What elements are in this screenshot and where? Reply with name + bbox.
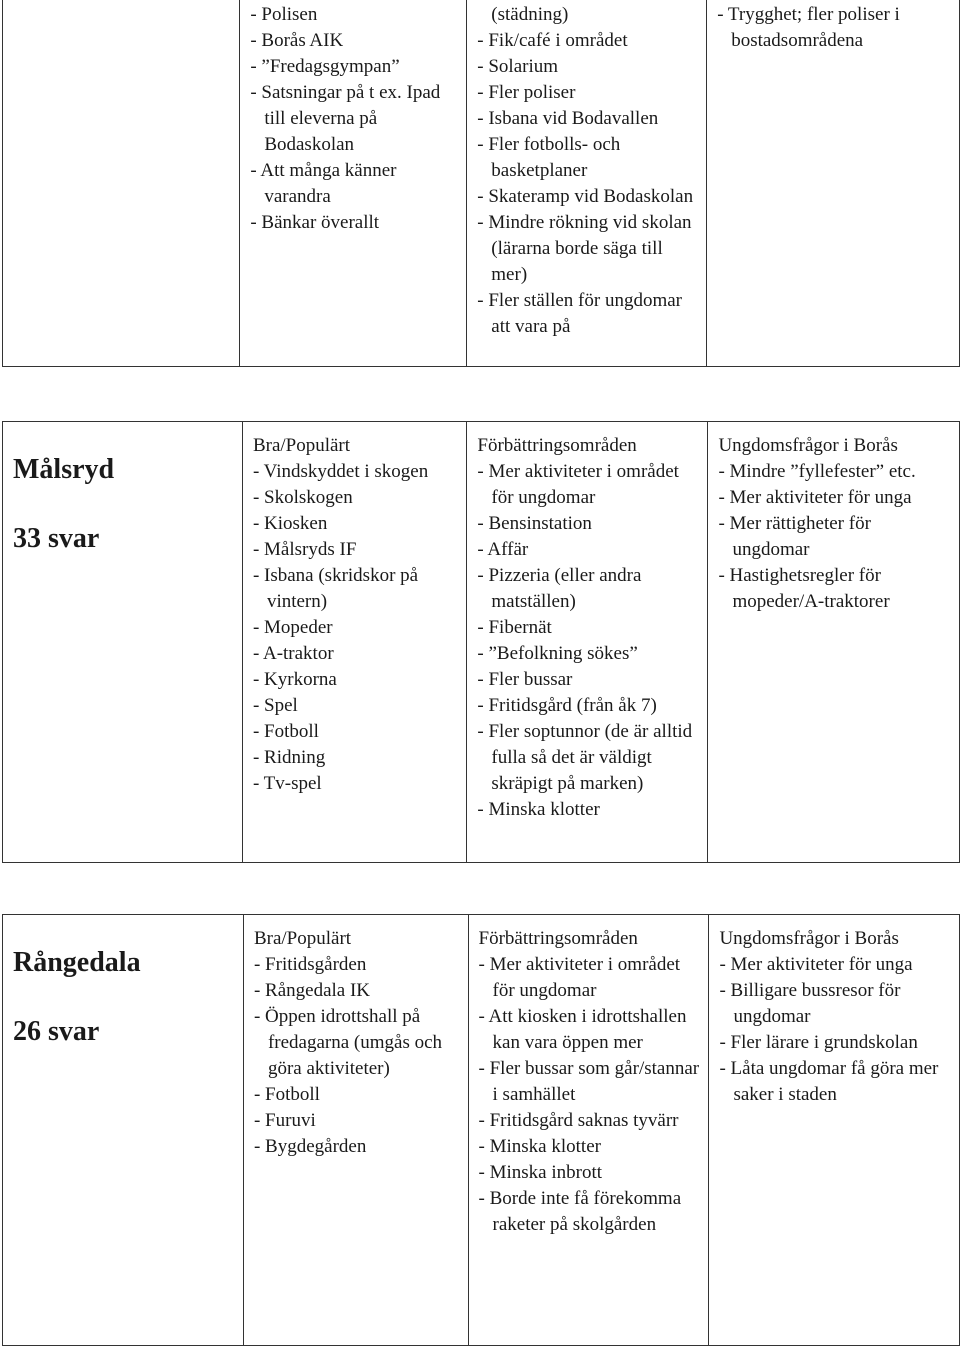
list-item: - Målsryds IF bbox=[252, 539, 357, 560]
youth-cell bbox=[709, 915, 960, 1346]
list-item: - Mindre ”fyllefester” etc. bbox=[718, 461, 916, 482]
list-item: - Mer aktiviteter i området för ungdomar bbox=[478, 954, 685, 1001]
list-item: - Skolskogen bbox=[252, 487, 353, 508]
section-table bbox=[2, 421, 960, 863]
list-item: - Polisen bbox=[250, 4, 318, 25]
list-item: - Bygdegården bbox=[253, 1136, 367, 1157]
list-item: - Tv-spel bbox=[252, 773, 322, 794]
youth-cell bbox=[708, 422, 960, 863]
list-item: - Spel bbox=[252, 695, 298, 716]
column-header-improve: Förbättringsområden bbox=[477, 435, 637, 456]
list-item: - Rångedala IK bbox=[253, 980, 371, 1001]
list-item: - Minska inbrott bbox=[478, 1162, 603, 1183]
list-item: - Mer aktiviteter i området för ungdomar bbox=[477, 461, 684, 508]
list-item: - Trygghet; fler poliser i bostadsområdena bbox=[717, 4, 905, 51]
list-item: - Hastighetsregler för mopeder/A-traktorer bbox=[718, 565, 890, 612]
list-item: - Ridning bbox=[252, 747, 326, 768]
section-title: Målsryd bbox=[13, 454, 115, 485]
list-item: - Fritidsgården bbox=[253, 954, 367, 975]
list-item: - Fibernät bbox=[477, 617, 552, 638]
column-header-good: Bra/Populärt bbox=[252, 435, 351, 456]
list-item: - Fler bussar bbox=[477, 669, 573, 690]
list-item: - Borås AIK bbox=[250, 30, 344, 51]
list-item: - Fritidsgård (från åk 7) bbox=[477, 695, 657, 716]
response-count: 26 svar bbox=[13, 1016, 100, 1047]
list-item: - Fler poliser bbox=[477, 82, 576, 103]
list-item: - Isbana (skridskor på vintern) bbox=[252, 565, 423, 612]
list-item: - Minska klotter bbox=[477, 799, 600, 820]
column-header-good: Bra/Populärt bbox=[253, 928, 352, 949]
list-item: - Mer aktiviteter för unga bbox=[719, 954, 913, 975]
good-cell bbox=[242, 422, 466, 863]
section-name-cell bbox=[3, 915, 244, 1346]
list-item: - Att kiosken i idrottshallen kan vara öppen mer bbox=[478, 1006, 692, 1053]
list-item: - Fritidsgård saknas tyvärr bbox=[478, 1110, 679, 1131]
list-item: - Billigare bussresor för ungdomar bbox=[719, 980, 906, 1027]
list-item: - Solarium bbox=[477, 56, 559, 77]
list-item: - Fler fotbolls- och basketplaner bbox=[477, 134, 626, 181]
list-item: - ”Befolkning sökes” bbox=[477, 643, 638, 664]
list-item: - Att många känner varandra bbox=[250, 160, 402, 207]
section-table bbox=[2, 914, 960, 1346]
list-item: - Mopeder bbox=[252, 617, 333, 638]
column-header-youth: Ungdomsfrågor i Borås bbox=[718, 435, 898, 456]
list-item: - Mindre rökning vid skolan (lärarna borde säga till mer) bbox=[477, 212, 697, 285]
section-name-cell bbox=[3, 422, 243, 863]
column-header-youth: Ungdomsfrågor i Borås bbox=[719, 928, 899, 949]
list-item: - Låta ungdomar få göra mer saker i staden bbox=[719, 1058, 944, 1105]
list-item: - Fotboll bbox=[252, 721, 319, 742]
section-title: Rångedala bbox=[13, 947, 141, 978]
list-item: - Bänkar överallt bbox=[250, 212, 380, 233]
list-item: - Isbana vid Bodavallen bbox=[477, 108, 659, 129]
improve-cell bbox=[468, 915, 709, 1346]
list-item: - Satsningar på t ex. Ipad till eleverna på Bodaskolan bbox=[250, 82, 446, 155]
list-item: - Fler ställen för ungdomar att vara på bbox=[477, 290, 687, 337]
list-item: - Borde inte få förekomma raketer på skolgården bbox=[478, 1188, 686, 1235]
list-item: - ”Fredagsgympan” bbox=[250, 56, 400, 77]
list-item: - A-traktor bbox=[252, 643, 334, 664]
list-item-continuation: (städning) bbox=[491, 4, 569, 25]
list-item: - Kyrkorna bbox=[252, 669, 337, 690]
list-item: - Skateramp vid Bodaskolan bbox=[477, 186, 694, 207]
list-item: - Öppen idrottshall på fredagarna (umgås och göra aktiviteter) bbox=[253, 1006, 447, 1079]
list-item: - Affär bbox=[477, 539, 529, 560]
top-youth-cell bbox=[707, 0, 960, 367]
list-item: - Kiosken bbox=[252, 513, 328, 534]
list-item: - Fler bussar som går/stannar i samhället bbox=[478, 1058, 704, 1105]
list-item: - Bensinstation bbox=[477, 513, 592, 534]
list-item: - Pizzeria (eller andra matställen) bbox=[477, 565, 647, 612]
list-item: - Fler lärare i grundskolan bbox=[719, 1032, 918, 1053]
list-item: - Fotboll bbox=[253, 1084, 320, 1105]
list-item: - Fik/café i området bbox=[477, 30, 628, 51]
list-item: - Fler soptunnor (de är alltid fulla så det är väldigt skräpigt på marken) bbox=[477, 721, 697, 794]
column-header-improve: Förbättringsområden bbox=[478, 928, 638, 949]
good-cell bbox=[243, 915, 468, 1346]
list-item: - Mer rättigheter för ungdomar bbox=[718, 513, 876, 560]
list-item: - Minska klotter bbox=[478, 1136, 601, 1157]
top-improve-cell bbox=[467, 0, 707, 367]
response-count: 33 svar bbox=[13, 523, 100, 554]
top-good-cell bbox=[240, 0, 467, 367]
list-item: - Furuvi bbox=[253, 1110, 316, 1131]
list-item: - Vindskyddet i skogen bbox=[252, 461, 429, 482]
improve-cell bbox=[467, 422, 708, 863]
top-name-cell bbox=[3, 0, 240, 367]
top-table bbox=[2, 0, 960, 367]
list-item: - Mer aktiviteter för unga bbox=[718, 487, 912, 508]
